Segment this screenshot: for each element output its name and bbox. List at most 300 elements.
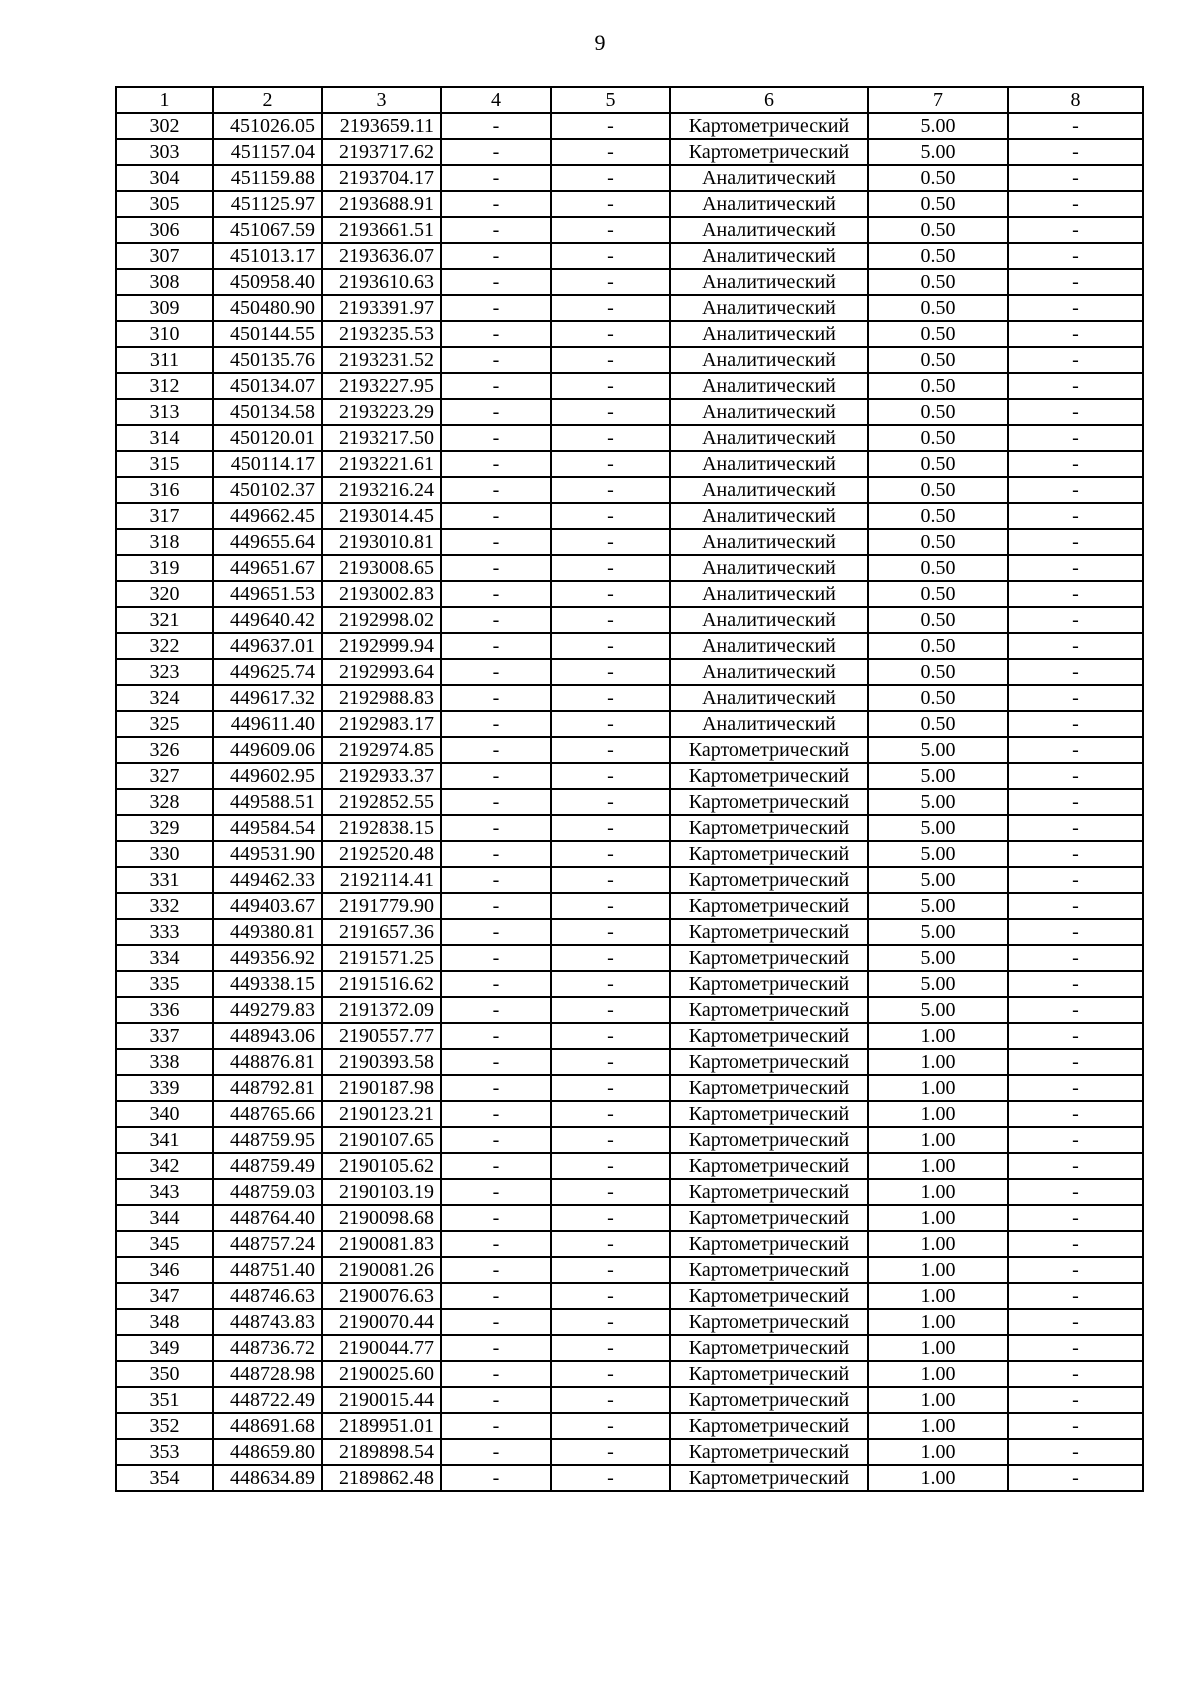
- table-cell: 1.00: [868, 1413, 1008, 1439]
- table-row: [116, 425, 1143, 451]
- table-cell: 2190103.19: [322, 1179, 441, 1205]
- table-cell: -: [441, 1231, 551, 1257]
- table-cell: 5.00: [868, 867, 1008, 893]
- table-cell: 2190393.58: [322, 1049, 441, 1075]
- table-cell: -: [1008, 633, 1143, 659]
- table-cell: Картометрический: [670, 919, 868, 945]
- table-cell: 451067.59: [213, 217, 322, 243]
- table-cell: Аналитический: [670, 373, 868, 399]
- table-cell: 2192933.37: [322, 763, 441, 789]
- table-cell: -: [551, 815, 670, 841]
- table-cell: -: [551, 789, 670, 815]
- table-cell: -: [551, 1127, 670, 1153]
- table-cell: 450144.55: [213, 321, 322, 347]
- table-row: [116, 1361, 1143, 1387]
- table-cell: -: [1008, 217, 1143, 243]
- table-row: [116, 1075, 1143, 1101]
- table-cell: -: [441, 1361, 551, 1387]
- table-cell: Картометрический: [670, 815, 868, 841]
- table-cell: 2192983.17: [322, 711, 441, 737]
- table-cell: Картометрический: [670, 1335, 868, 1361]
- table-cell: -: [1008, 1049, 1143, 1075]
- table-cell: Картометрический: [670, 763, 868, 789]
- table-cell: -: [441, 971, 551, 997]
- table-cell: Аналитический: [670, 295, 868, 321]
- table-cell: -: [1008, 1465, 1143, 1491]
- table-cell: -: [1008, 425, 1143, 451]
- table-cell: -: [551, 321, 670, 347]
- table-row: [116, 321, 1143, 347]
- table-cell: -: [551, 1309, 670, 1335]
- table-cell: -: [1008, 243, 1143, 269]
- table-cell: -: [441, 737, 551, 763]
- table-cell: 0.50: [868, 451, 1008, 477]
- table-cell: 2193636.07: [322, 243, 441, 269]
- table-cell: Аналитический: [670, 243, 868, 269]
- table-cell: -: [441, 399, 551, 425]
- table-cell: 347: [116, 1283, 213, 1309]
- table-cell: 2190076.63: [322, 1283, 441, 1309]
- table-cell: 448751.40: [213, 1257, 322, 1283]
- table-cell: 340: [116, 1101, 213, 1127]
- table-cell: -: [1008, 971, 1143, 997]
- table-row: [116, 1335, 1143, 1361]
- table-cell: 2192114.41: [322, 867, 441, 893]
- table-cell: -: [1008, 503, 1143, 529]
- table-cell: 448792.81: [213, 1075, 322, 1101]
- table-cell: 449279.83: [213, 997, 322, 1023]
- table-cell: 5.00: [868, 113, 1008, 139]
- table-cell: 342: [116, 1153, 213, 1179]
- table-cell: 2190044.77: [322, 1335, 441, 1361]
- table-cell: Картометрический: [670, 789, 868, 815]
- table-cell: -: [441, 477, 551, 503]
- table-cell: -: [551, 919, 670, 945]
- table-cell: -: [1008, 659, 1143, 685]
- table-row: [116, 399, 1143, 425]
- table-cell: 337: [116, 1023, 213, 1049]
- table-cell: -: [1008, 321, 1143, 347]
- table-cell: 316: [116, 477, 213, 503]
- table-cell: -: [551, 191, 670, 217]
- table-cell: -: [1008, 1335, 1143, 1361]
- table-row: [116, 113, 1143, 139]
- table-cell: -: [1008, 113, 1143, 139]
- table-cell: -: [551, 165, 670, 191]
- table-cell: 1.00: [868, 1465, 1008, 1491]
- table-row: [116, 1023, 1143, 1049]
- table-cell: -: [551, 1231, 670, 1257]
- table-cell: -: [551, 893, 670, 919]
- table-cell: -: [441, 1075, 551, 1101]
- table-row: [116, 919, 1143, 945]
- table-cell: Картометрический: [670, 737, 868, 763]
- table-cell: 0.50: [868, 321, 1008, 347]
- table-row: [116, 867, 1143, 893]
- table-cell: 2190557.77: [322, 1023, 441, 1049]
- table-cell: -: [441, 347, 551, 373]
- table-cell: -: [551, 139, 670, 165]
- table-cell: -: [551, 269, 670, 295]
- table-cell: Аналитический: [670, 529, 868, 555]
- table-cell: -: [1008, 893, 1143, 919]
- table-row: [116, 373, 1143, 399]
- table-cell: 2193391.97: [322, 295, 441, 321]
- table-cell: 0.50: [868, 399, 1008, 425]
- table-cell: -: [1008, 1179, 1143, 1205]
- table-cell: -: [551, 503, 670, 529]
- table-row: [116, 1049, 1143, 1075]
- table-cell: 1.00: [868, 1309, 1008, 1335]
- table-cell: 0.50: [868, 191, 1008, 217]
- table-cell: 5.00: [868, 815, 1008, 841]
- table-cell: -: [441, 503, 551, 529]
- table-row: [116, 555, 1143, 581]
- table-row: [116, 217, 1143, 243]
- table-cell: Картометрический: [670, 1101, 868, 1127]
- table-cell: 2193221.61: [322, 451, 441, 477]
- table-cell: -: [1008, 1413, 1143, 1439]
- table-cell: 2190107.65: [322, 1127, 441, 1153]
- table-cell: 2193661.51: [322, 217, 441, 243]
- table-cell: -: [551, 1465, 670, 1491]
- table-cell: 331: [116, 867, 213, 893]
- table-row: [116, 737, 1143, 763]
- table-cell: -: [551, 399, 670, 425]
- table-cell: Картометрический: [670, 1205, 868, 1231]
- table-cell: 0.50: [868, 477, 1008, 503]
- table-cell: -: [1008, 1283, 1143, 1309]
- table-cell: 451157.04: [213, 139, 322, 165]
- table-cell: 2190098.68: [322, 1205, 441, 1231]
- table-cell: 305: [116, 191, 213, 217]
- table-cell: 450114.17: [213, 451, 322, 477]
- table-cell: -: [551, 295, 670, 321]
- table-cell: 5.00: [868, 893, 1008, 919]
- table-cell: -: [1008, 1101, 1143, 1127]
- table-cell: 449380.81: [213, 919, 322, 945]
- table-row: [116, 243, 1143, 269]
- table-cell: 448876.81: [213, 1049, 322, 1075]
- table-cell: 449584.54: [213, 815, 322, 841]
- table-row: [116, 841, 1143, 867]
- table-row: [116, 477, 1143, 503]
- table-cell: Картометрический: [670, 841, 868, 867]
- table-cell: 5.00: [868, 997, 1008, 1023]
- table-cell: -: [441, 1439, 551, 1465]
- table-cell: -: [441, 841, 551, 867]
- table-row: [116, 633, 1143, 659]
- table-cell: 326: [116, 737, 213, 763]
- table-cell: 2192988.83: [322, 685, 441, 711]
- table-cell: Аналитический: [670, 711, 868, 737]
- table-row: [116, 581, 1143, 607]
- table-cell: -: [551, 659, 670, 685]
- table-cell: Картометрический: [670, 1049, 868, 1075]
- table-cell: 449338.15: [213, 971, 322, 997]
- table-cell: 450102.37: [213, 477, 322, 503]
- table-cell: 1.00: [868, 1153, 1008, 1179]
- table-cell: Картометрический: [670, 1309, 868, 1335]
- table-cell: Картометрический: [670, 1179, 868, 1205]
- table-cell: -: [1008, 685, 1143, 711]
- table-cell: 350: [116, 1361, 213, 1387]
- table-cell: 448759.03: [213, 1179, 322, 1205]
- table-row: [116, 711, 1143, 737]
- table-cell: Картометрический: [670, 113, 868, 139]
- table-cell: 449651.67: [213, 555, 322, 581]
- table-cell: -: [1008, 1257, 1143, 1283]
- table-cell: -: [1008, 347, 1143, 373]
- table-row: [116, 1439, 1143, 1465]
- table-cell: -: [551, 763, 670, 789]
- table-cell: 2193227.95: [322, 373, 441, 399]
- table-cell: 2190070.44: [322, 1309, 441, 1335]
- table-cell: 0.50: [868, 295, 1008, 321]
- table-row: [116, 1465, 1143, 1491]
- table-cell: -: [1008, 1309, 1143, 1335]
- table-cell: Картометрический: [670, 1231, 868, 1257]
- table-cell: 304: [116, 165, 213, 191]
- table-cell: 333: [116, 919, 213, 945]
- table-cell: -: [1008, 1127, 1143, 1153]
- table-cell: -: [551, 1153, 670, 1179]
- table-cell: 2191779.90: [322, 893, 441, 919]
- table-cell: 448764.40: [213, 1205, 322, 1231]
- table-cell: 1.00: [868, 1205, 1008, 1231]
- table-cell: -: [441, 243, 551, 269]
- table-cell: -: [441, 321, 551, 347]
- table-cell: 313: [116, 399, 213, 425]
- table-cell: 449611.40: [213, 711, 322, 737]
- table-row: [116, 1387, 1143, 1413]
- table-cell: 2192993.64: [322, 659, 441, 685]
- table-cell: Аналитический: [670, 555, 868, 581]
- column-header-3: 3: [322, 87, 441, 113]
- table-cell: Аналитический: [670, 451, 868, 477]
- table-cell: -: [441, 1335, 551, 1361]
- table-cell: 302: [116, 113, 213, 139]
- table-cell: -: [1008, 373, 1143, 399]
- table-cell: 449637.01: [213, 633, 322, 659]
- table-cell: 0.50: [868, 529, 1008, 555]
- table-cell: 0.50: [868, 555, 1008, 581]
- table-cell: 2193688.91: [322, 191, 441, 217]
- table-cell: 354: [116, 1465, 213, 1491]
- table-cell: -: [1008, 529, 1143, 555]
- table-cell: Картометрический: [670, 1153, 868, 1179]
- table-cell: 1.00: [868, 1075, 1008, 1101]
- table-row: [116, 971, 1143, 997]
- table-cell: -: [551, 867, 670, 893]
- table-cell: Аналитический: [670, 685, 868, 711]
- table-cell: 0.50: [868, 659, 1008, 685]
- table-cell: 5.00: [868, 763, 1008, 789]
- table-cell: 2193717.62: [322, 139, 441, 165]
- table-cell: Картометрический: [670, 945, 868, 971]
- table-cell: Аналитический: [670, 165, 868, 191]
- table-cell: 2190025.60: [322, 1361, 441, 1387]
- table-cell: 449651.53: [213, 581, 322, 607]
- column-header-6: 6: [670, 87, 868, 113]
- table-cell: 0.50: [868, 373, 1008, 399]
- table-cell: 2192520.48: [322, 841, 441, 867]
- table-cell: -: [441, 1257, 551, 1283]
- table-cell: Картометрический: [670, 1413, 868, 1439]
- table-cell: -: [1008, 1361, 1143, 1387]
- table-cell: -: [551, 1205, 670, 1231]
- table-cell: 448691.68: [213, 1413, 322, 1439]
- table-cell: -: [551, 1413, 670, 1439]
- table-cell: 448634.89: [213, 1465, 322, 1491]
- table-cell: -: [551, 737, 670, 763]
- table-cell: -: [441, 1465, 551, 1491]
- table-cell: 329: [116, 815, 213, 841]
- table-cell: Картометрический: [670, 1257, 868, 1283]
- table-cell: -: [1008, 1023, 1143, 1049]
- table-cell: 320: [116, 581, 213, 607]
- table-cell: -: [1008, 841, 1143, 867]
- table-row: [116, 1127, 1143, 1153]
- table-cell: 1.00: [868, 1127, 1008, 1153]
- table-cell: 2189862.48: [322, 1465, 441, 1491]
- table-cell: -: [551, 1283, 670, 1309]
- table-cell: 332: [116, 893, 213, 919]
- table-cell: Картометрический: [670, 139, 868, 165]
- table-cell: 2191657.36: [322, 919, 441, 945]
- table-cell: 1.00: [868, 1179, 1008, 1205]
- table-cell: Картометрический: [670, 1439, 868, 1465]
- table-cell: -: [551, 1257, 670, 1283]
- table-cell: -: [551, 1361, 670, 1387]
- table-cell: 330: [116, 841, 213, 867]
- table-cell: 353: [116, 1439, 213, 1465]
- table-cell: 5.00: [868, 139, 1008, 165]
- table-row: [116, 269, 1143, 295]
- table-cell: -: [441, 945, 551, 971]
- table-cell: -: [551, 607, 670, 633]
- table-cell: 343: [116, 1179, 213, 1205]
- table-cell: 2193231.52: [322, 347, 441, 373]
- table-cell: 2193659.11: [322, 113, 441, 139]
- table-cell: 349: [116, 1335, 213, 1361]
- table-cell: Аналитический: [670, 633, 868, 659]
- table-cell: -: [441, 425, 551, 451]
- table-cell: -: [551, 1049, 670, 1075]
- table-cell: -: [441, 867, 551, 893]
- table-cell: -: [441, 269, 551, 295]
- table-cell: -: [551, 685, 670, 711]
- table-cell: 341: [116, 1127, 213, 1153]
- table-cell: 2192852.55: [322, 789, 441, 815]
- table-cell: 1.00: [868, 1439, 1008, 1465]
- table-cell: -: [551, 1101, 670, 1127]
- table-cell: 449617.32: [213, 685, 322, 711]
- table-cell: 2192999.94: [322, 633, 441, 659]
- table-cell: 0.50: [868, 633, 1008, 659]
- table-cell: 1.00: [868, 1361, 1008, 1387]
- table-cell: 310: [116, 321, 213, 347]
- table-cell: Картометрический: [670, 867, 868, 893]
- table-cell: Картометрический: [670, 1387, 868, 1413]
- table-cell: 306: [116, 217, 213, 243]
- table-cell: 2190015.44: [322, 1387, 441, 1413]
- table-row: [116, 945, 1143, 971]
- table-cell: 2190081.83: [322, 1231, 441, 1257]
- table-cell: 318: [116, 529, 213, 555]
- table-cell: 2192974.85: [322, 737, 441, 763]
- table-cell: -: [441, 1023, 551, 1049]
- table-cell: -: [441, 191, 551, 217]
- table-cell: -: [551, 113, 670, 139]
- table-cell: 448759.95: [213, 1127, 322, 1153]
- table-cell: 448765.66: [213, 1101, 322, 1127]
- table-cell: -: [1008, 763, 1143, 789]
- table-cell: -: [551, 633, 670, 659]
- table-row: [116, 139, 1143, 165]
- table-cell: -: [441, 1101, 551, 1127]
- table-cell: 2192838.15: [322, 815, 441, 841]
- table-cell: Картометрический: [670, 893, 868, 919]
- table-row: [116, 1413, 1143, 1439]
- table-cell: 450480.90: [213, 295, 322, 321]
- table-cell: Картометрический: [670, 1361, 868, 1387]
- table-row: [116, 1179, 1143, 1205]
- table-row: [116, 685, 1143, 711]
- table-cell: -: [441, 373, 551, 399]
- table-cell: 351: [116, 1387, 213, 1413]
- table-cell: 449403.67: [213, 893, 322, 919]
- table-cell: 448746.63: [213, 1283, 322, 1309]
- table-cell: -: [1008, 269, 1143, 295]
- table-row: [116, 1153, 1143, 1179]
- table-cell: 339: [116, 1075, 213, 1101]
- column-header-8: 8: [1008, 87, 1143, 113]
- table-cell: 2190081.26: [322, 1257, 441, 1283]
- table-row: [116, 1231, 1143, 1257]
- table-cell: -: [441, 1309, 551, 1335]
- table-cell: 450134.07: [213, 373, 322, 399]
- table-cell: 309: [116, 295, 213, 321]
- table-cell: -: [1008, 295, 1143, 321]
- table-cell: 449625.74: [213, 659, 322, 685]
- table-cell: -: [1008, 1439, 1143, 1465]
- table-cell: 334: [116, 945, 213, 971]
- table-cell: -: [441, 997, 551, 1023]
- table-cell: Аналитический: [670, 477, 868, 503]
- table-cell: -: [551, 1075, 670, 1101]
- table-cell: 0.50: [868, 711, 1008, 737]
- table-cell: 5.00: [868, 919, 1008, 945]
- table-cell: -: [1008, 581, 1143, 607]
- table-cell: 5.00: [868, 737, 1008, 763]
- table-cell: -: [441, 1179, 551, 1205]
- table-cell: 451026.05: [213, 113, 322, 139]
- table-cell: 322: [116, 633, 213, 659]
- table-cell: Аналитический: [670, 347, 868, 373]
- table-cell: Аналитический: [670, 191, 868, 217]
- table-cell: -: [1008, 1075, 1143, 1101]
- table-cell: 324: [116, 685, 213, 711]
- table-cell: 449462.33: [213, 867, 322, 893]
- table-cell: -: [551, 945, 670, 971]
- table-cell: 2193217.50: [322, 425, 441, 451]
- table-cell: 323: [116, 659, 213, 685]
- table-cell: -: [1008, 1387, 1143, 1413]
- table-cell: -: [441, 1413, 551, 1439]
- table-cell: 449531.90: [213, 841, 322, 867]
- table-row: [116, 1101, 1143, 1127]
